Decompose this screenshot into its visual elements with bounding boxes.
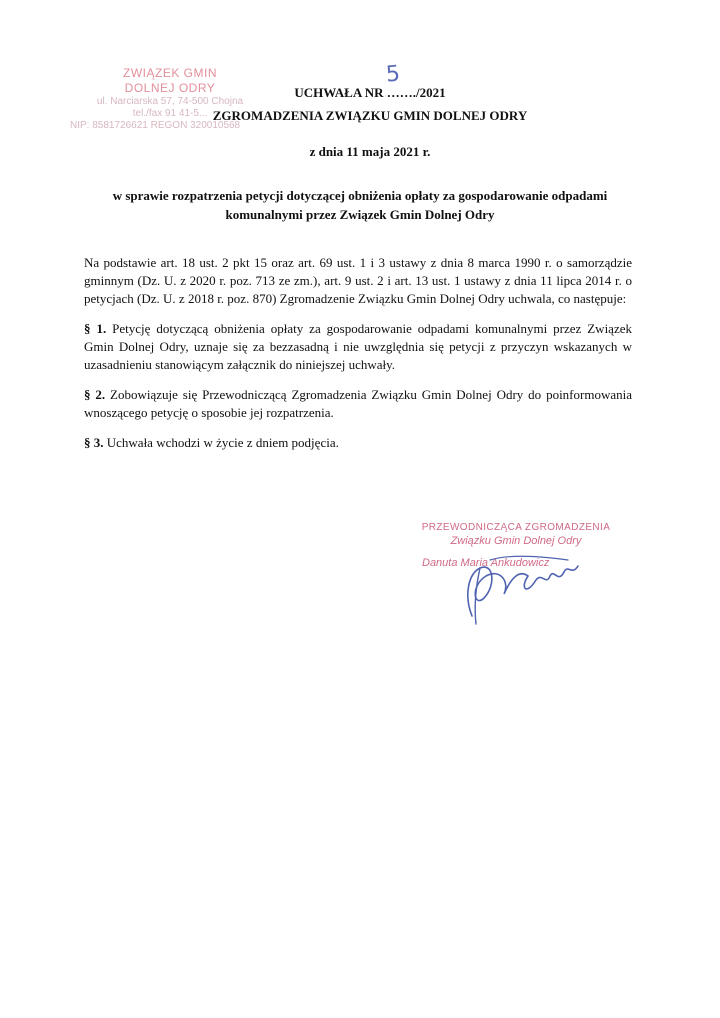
section-3-label: § 3. [84,435,104,450]
resolution-date: z dnia 11 maja 2021 r. [309,144,431,159]
subject-line-2: komunalnymi przez Związek Gmin Dolnej Odry [225,207,495,222]
section-3-text: Uchwała wchodzi w życie z dniem podjęcia. [103,435,339,450]
section-1-label: § 1. [84,321,107,336]
section-2-label: § 2. [84,387,106,402]
resolution-number: UCHWAŁA NR ……./2021 [294,85,446,100]
chairperson-title: PRZEWODNICZĄCA ZGROMADZENIA [421,522,611,533]
section-2 [84,386,632,422]
chairperson-name: Danuta Maria Ankudowicz [422,557,550,569]
section-3 [84,434,632,452]
subject-line-1: w sprawie rozpatrzenia petycji dotyczącej obniżenia opłaty za gospodarowanie odpadami [112,188,608,203]
resolution-body [84,254,632,464]
legal-basis-paragraph: Na podstawie art. 18 ust. 2 pkt 15 oraz art. 69 ust. 1 i 3 ustawy z dnia 8 marca 1990 r. o samorządzie gminnym (Dz. U. z 2020 r. poz. 713 ze zm.), art. 9 ust. 2 i art. 13 ust. 1 ustawy z dnia 11 lipca 2014 r. o petycjach (Dz. U. z 2018 r. poz. 870) Zgromadzenie Związku Gmin Dolnej Odry uchwala, co następuje: [84,255,632,306]
stamp-line-3: ul. Narciarska 57, 74-500 Chojna [96,96,244,107]
issuing-body: ZGROMADZENIA ZWIĄZKU GMIN DOLNEJ ODRY [212,108,528,123]
section-2-text: Zobowiązuje się Przewodniczącą Zgromadzenia Związku Gmin Dolnej Odry do poinformowania wnoszącego petycję o sposobie jej rozpatrzenia. [84,387,632,420]
section-1-text: Petycję dotyczącą obniżenia opłaty za gospodarowanie odpadami komunalnymi przez Związek Gmin Dolnej Odry, uznaje się za bezzasadną i nie uwzględnia się petycji z przyczyn wskazanych w uzasadnieniu stanowiącym załącznik do niniejszej uchwały. [84,321,632,372]
stamp-line-4: tel./fax 91 41-5... [132,108,208,119]
document-header [150,82,590,163]
handwritten-number: 5 [384,61,402,88]
stamp-line-2: DOLNEJ ODRY [124,81,216,95]
stamp-line-5: NIP: 8581726621 REGON 320010568 [70,120,241,131]
handwritten-signature [450,546,600,626]
chairperson-org: Związku Gmin Dolnej Odry [450,535,582,547]
stamp-line-1: ZWIĄZEK GMIN [123,66,217,80]
section-1 [84,320,632,374]
resolution-subject [100,186,620,224]
